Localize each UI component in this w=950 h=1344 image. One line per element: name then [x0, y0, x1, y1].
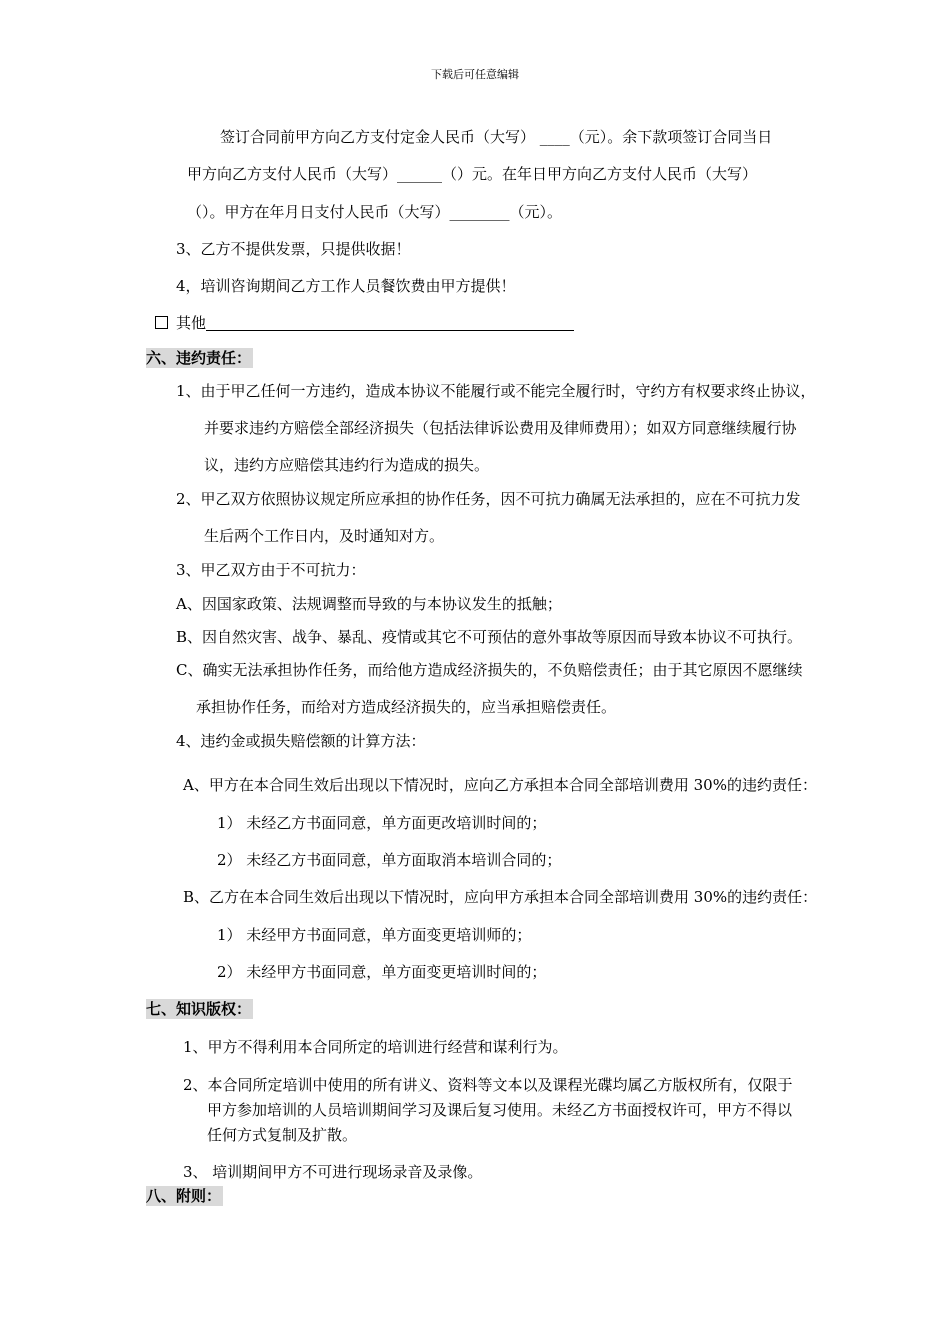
other-row [155, 313, 574, 333]
s6-pC-line-1: C、确实无法承担协作任务，而给他方造成经济损失的，不负赔偿责任；由于其它原因不愿继续 [176, 661, 803, 679]
s7-p2-line-3: 任何方式复制及扩散。 [207, 1126, 358, 1144]
s7-p1: 1、甲方不得利用本合同所定的培训进行经营和谋利行为。 [183, 1038, 568, 1056]
item-3: 3、乙方不提供发票，只提供收据！ [176, 240, 411, 258]
s7-p2-line-1: 2、本合同所定培训中使用的所有讲义、资料等文本以及课程光碟均属乙方版权所有，仅限于 [183, 1076, 793, 1094]
checkbox-icon[interactable] [155, 316, 168, 329]
section-8-title: 八、附则： [146, 1187, 222, 1205]
s7-p2-line-2: 甲方参加培训的人员培训期间学习及课后复习使用。未经乙方书面授权许可，甲方不得以 [207, 1101, 793, 1119]
payment-line-3: （）。甲方在年月日支付人民币（大写）________（元）。 [187, 203, 563, 221]
page-header: 下载后可任意编辑 [431, 68, 519, 81]
s7-p3: 3、 培训期间甲方不可进行现场录音及录像。 [183, 1163, 483, 1181]
s6-p1-line-2: 并要求违约方赔偿全部经济损失（包括法律诉讼费用及律师费用）；如双方同意继续履行协 [204, 419, 797, 437]
section-7-title: 七、知识版权： [146, 1000, 252, 1018]
s6-p2-line-2: 生后两个工作日内，及时通知对方。 [204, 527, 445, 545]
item-4: 4，培训咨询期间乙方工作人员餐饮费由甲方提供！ [176, 277, 516, 295]
section-6-title: 六、违约责任： [146, 349, 252, 367]
s6-pA: A、因国家政策、法规调整而导致的与本协议发生的抵触； [176, 595, 562, 613]
s6-pB: B、因自然灾害、战争、暴乱、疫情或其它不可预估的意外事故等原因而导致本协议不可执行。 [176, 628, 803, 646]
s6-p2-line-1: 2、甲乙双方依照协议规定所应承担的协作任务，因不可抗力确属无法承担的，应在不可抗力发 [176, 490, 801, 508]
payment-line-2: 甲方向乙方支付人民币（大写）______（）元。在年日甲方向乙方支付人民币（大写） [187, 165, 758, 183]
other-fill-line [206, 314, 574, 331]
s6-p4B-item-1: 1） 未经甲方书面同意，单方面变更培训师的； [217, 926, 532, 944]
s6-p1-line-1: 1、由于甲乙任何一方违约，造成本协议不能履行或不能完全履行时，守约方有权要求终止协议， [176, 382, 816, 400]
s6-p4B-item-2: 2） 未经甲方书面同意，单方面变更培训时间的； [217, 963, 547, 981]
s6-pC-line-2: 承担协作任务，而给对方造成经济损失的，应当承担赔偿责任。 [196, 698, 617, 716]
s6-p4A: A、甲方在本合同生效后出现以下情况时，应向乙方承担本合同全部培训费用 30%的违约责任： [183, 776, 817, 794]
s6-p4B: B、乙方在本合同生效后出现以下情况时，应向甲方承担本合同全部培训费用 30%的违约责任： [183, 888, 818, 906]
payment-line-1: 签订合同前甲方向乙方支付定金人民币（大写） ____（元）。余下款项签订合同当日 [220, 128, 773, 146]
s6-p4: 4、违约金或损失赔偿额的计算方法： [176, 732, 426, 750]
s6-p4A-item-2: 2） 未经乙方书面同意，单方面取消本培训合同的； [217, 851, 562, 869]
s6-p1-line-3: 议，违约方应赔偿其违约行为造成的损失。 [204, 456, 490, 474]
s6-p4A-item-1: 1） 未经乙方书面同意，单方面更改培训时间的； [217, 814, 547, 832]
s6-p3: 3、甲乙双方由于不可抗力： [176, 561, 366, 579]
other-label: 其他 [176, 314, 207, 332]
